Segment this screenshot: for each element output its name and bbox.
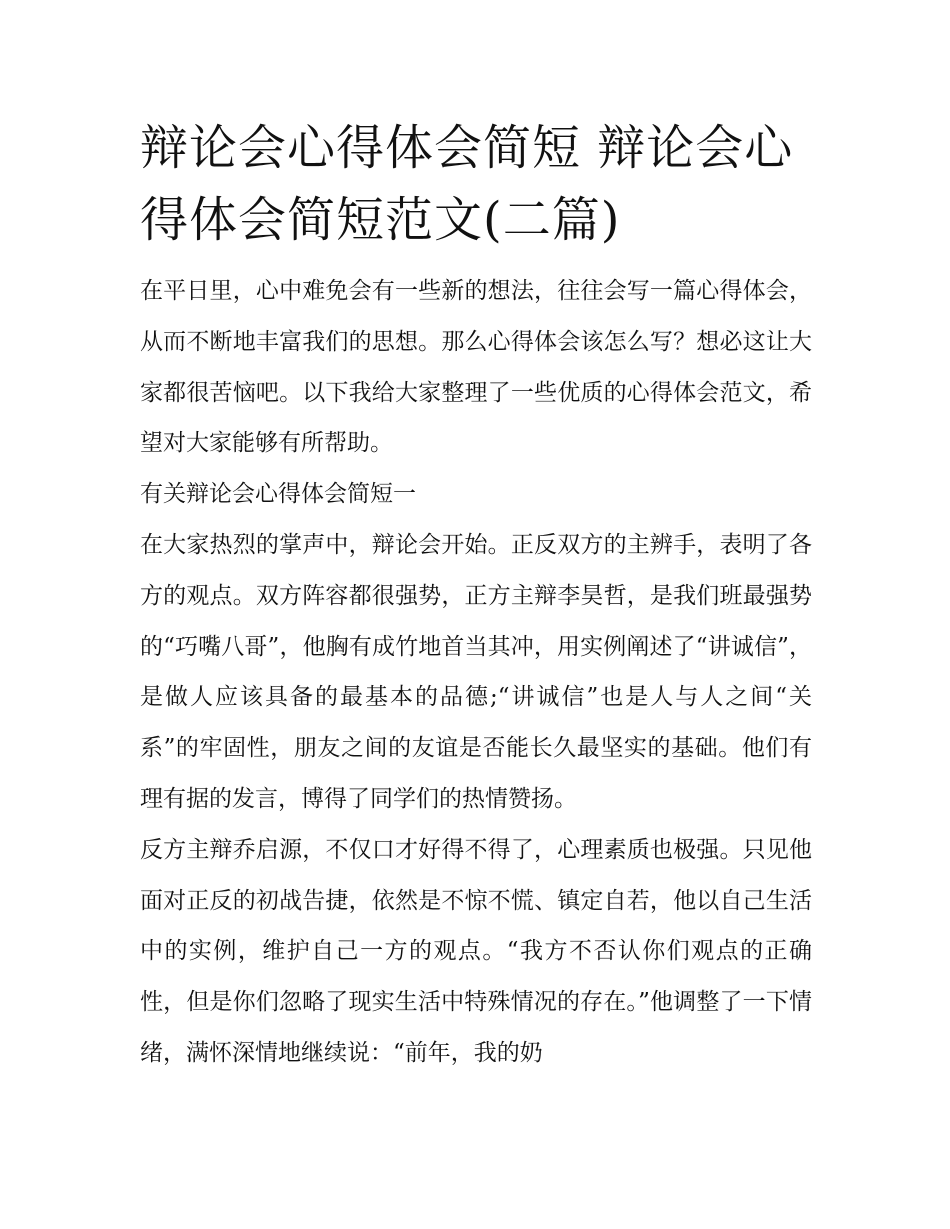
document-title: 辩论会心得体会简短 辩论会心得体会简短范文(二篇) — [140, 120, 794, 248]
body-paragraph-2: 反方主辩乔启源，不仅口才好得不得了，心理素质也极强。只见他面对正反的初战告捷，依然是不惊不慌、镇定自若，他以自己生活中的实例，维护自己一方的观点。“我方不否认你们观点的正确性，但是你们忽略了现实生活中特殊情况的存在。”他调整了一下情绪，满怀深情地继续说：“前年，我的奶 — [140, 836, 812, 1066]
document-body — [140, 112, 812, 1079]
body-paragraph-1: 在大家热烈的掌声中，辩论会开始。正反双方的主辨手，表明了各方的观点。双方阵容都很强势，正方主辩李昊哲，是我们班最强势的“巧嘴八哥”，他胸有成竹地首当其冲，用实例阐述了“讲诚信”，是做人应该具备的最基本的品德;“讲诚信”也是人与人之间“关系”的牢固性，朋友之间的友谊是否能长久最坚实的基础。他们有理有据的发言，博得了同学们的热情赞扬。 — [140, 531, 812, 812]
intro-paragraph: 在平日里，心中难免会有一些新的想法，往往会写一篇心得体会，从而不断地丰富我们的思想。那么心得体会该怎么写？想必这让大家都很苦恼吧。以下我给大家整理了一些优质的心得体会范文，希望对大家能够有所帮助。 — [140, 278, 812, 457]
section-heading: 有关辩论会心得体会简短一 — [140, 481, 416, 508]
